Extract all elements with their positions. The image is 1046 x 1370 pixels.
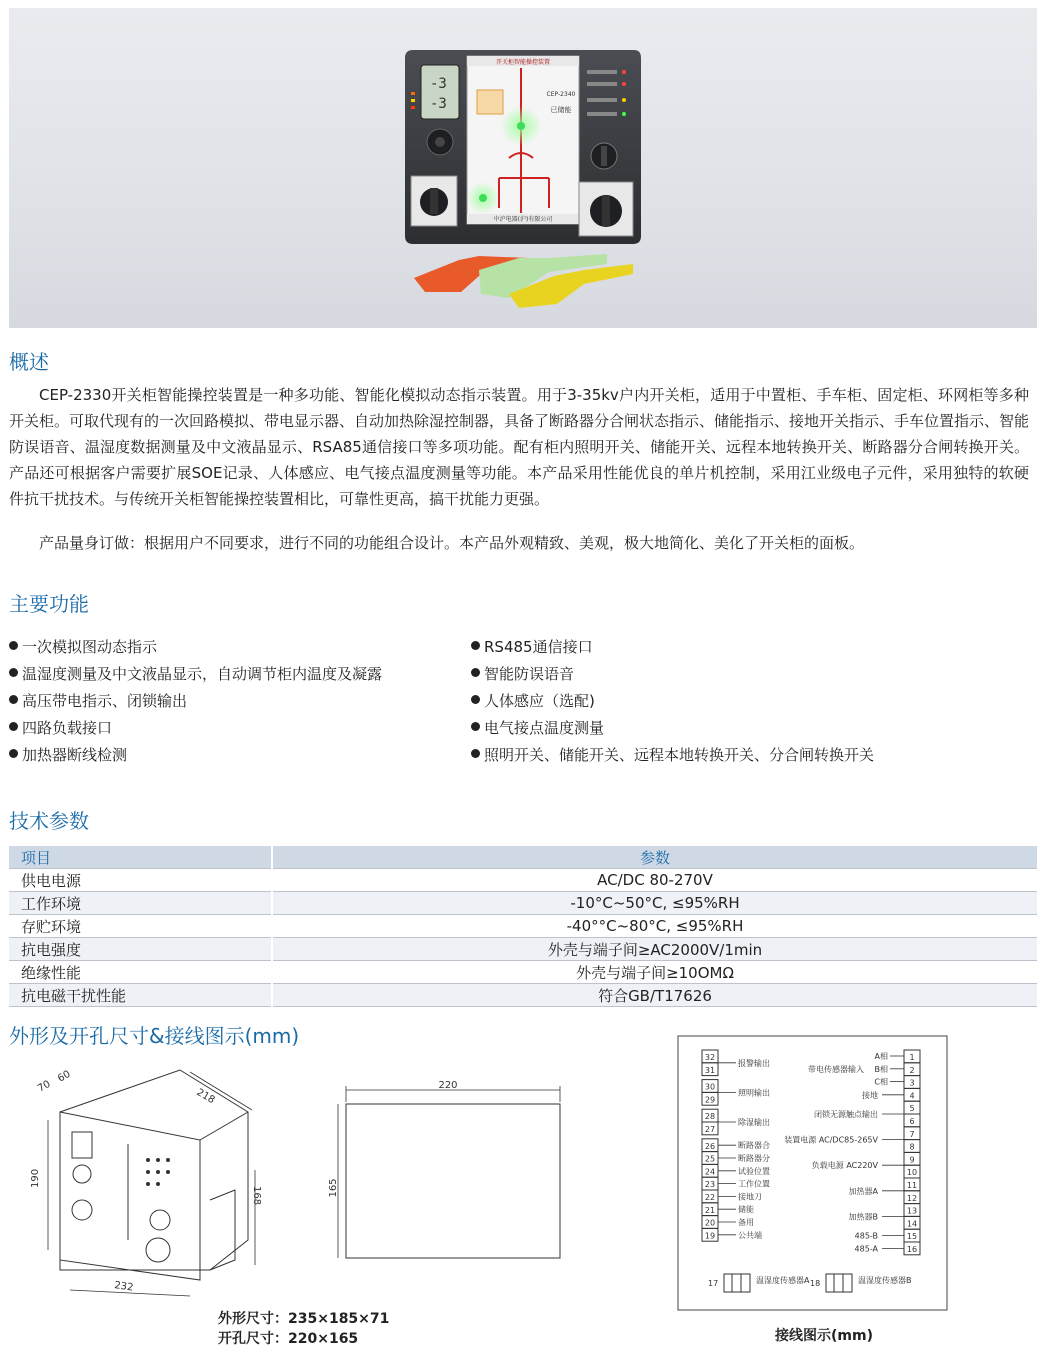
left-terminal-block: [702, 1050, 770, 1241]
terminal-label: 公共端: [738, 1230, 762, 1240]
terminal-number: 16: [906, 1245, 918, 1254]
functions-title: 主要功能: [9, 592, 89, 616]
terminal-label: 加热器A: [848, 1186, 878, 1196]
terminal-number: 4: [909, 1091, 915, 1101]
terminal-sub-label: B相: [874, 1064, 888, 1074]
specs-title: 技术参数: [9, 809, 89, 833]
terminal-number: 26: [704, 1141, 716, 1151]
overview-paragraph-1: CEP-2330开关柜智能操控装置是一种多功能、智能化模拟动态指示装置。用于3-35kv户内开关柜，适用于中置柜、手车柜、固定柜、环网柜等多种开关柜。可取代现有的一次回路模拟、带电显示器、自动加热除湿控制器，具备了断路器分合闸状态指示、储能指示、接地开关指示、手车位置指示、智能防误语音、温湿度数据测量及中文液晶显示、RSA85通信接口等多项功能。配有柜内照明开关、储能开关、远程本地转换开关、断路器分合闸转换开关。产品还可根据客户需要扩展SOE记录、人体感应、电气接点温度测量等功能。本产品采用性能优良的单片机控制，采用江业级电子元件，采用独特的软硬件抗干扰技术。与传统开关柜智能操控装置相比，可靠性更高，搞干扰能力更强。: [9, 386, 1030, 508]
terminal-label: 加热器B: [848, 1212, 878, 1222]
sensor-a-connector: [708, 1274, 810, 1292]
terminal-number: 5: [909, 1104, 915, 1114]
spec-value: -40°°C~80°C, ≤95%RH: [272, 915, 1037, 938]
terminal-number: 12: [906, 1193, 918, 1203]
svg-text:中沪电器(沪)有限公司: 中沪电器(沪)有限公司: [493, 216, 553, 223]
svg-text:60: 60: [56, 1068, 73, 1085]
terminal-label: 断路器合: [738, 1141, 770, 1151]
svg-text:开关柜智能操控装置: 开关柜智能操控装置: [495, 59, 551, 66]
terminal-number: 1: [909, 1053, 915, 1062]
spec-value: AC/DC 80-270V: [272, 869, 1037, 892]
terminal-number: 31: [704, 1065, 716, 1075]
terminal-number: 28: [704, 1112, 716, 1122]
terminal-label: 备用: [738, 1218, 754, 1227]
svg-text:218: 218: [194, 1087, 217, 1107]
terminal-number: 23: [704, 1180, 716, 1190]
svg-text:18: 18: [810, 1279, 821, 1288]
spec-value: 外壳与端子间≥AC2000V/1min: [272, 938, 1037, 961]
table-row: [9, 984, 1037, 1007]
terminal-number: 15: [906, 1232, 918, 1242]
terminal-sub-label: A相: [874, 1052, 888, 1061]
svg-text:168: 168: [251, 1186, 262, 1206]
specs-table: [9, 846, 1037, 1007]
terminal-number: 25: [704, 1154, 716, 1164]
terminal-number: 24: [704, 1167, 716, 1177]
wiring-diagram: [678, 1036, 948, 1311]
terminal-number: 29: [704, 1095, 716, 1105]
terminal-number: 11: [906, 1181, 918, 1190]
terminal-label: 试验位置: [738, 1166, 770, 1176]
terminal-number: 30: [704, 1082, 716, 1092]
svg-text:220: 220: [438, 1080, 458, 1091]
column-header: 项目: [9, 846, 272, 869]
terminal-number: 6: [909, 1117, 915, 1126]
svg-text:温湿度传感器A: 温湿度传感器A: [756, 1276, 810, 1285]
terminal-label: 闭锁无源触点输出: [814, 1110, 878, 1119]
function-item: 照明开关、储能开关、远程本地转换开关、分合闸转换开关: [471, 744, 874, 765]
terminal-label: 485-A: [854, 1244, 878, 1254]
spec-value: -10°C~50°C, ≤95%RH: [272, 892, 1037, 915]
terminal-number: 9: [909, 1155, 915, 1165]
svg-text:232: 232: [113, 1280, 135, 1294]
svg-text:165: 165: [328, 1178, 339, 1198]
terminal-sub-label: C相: [874, 1077, 888, 1087]
spec-value: 外壳与端子间≥10OMΩ: [272, 961, 1037, 984]
terminal-label: 报警输出: [738, 1058, 770, 1068]
terminal-number: 20: [704, 1218, 716, 1228]
function-item: 加热器断线检测: [9, 744, 127, 765]
svg-text:温湿度传感器B: 温湿度传感器B: [858, 1276, 912, 1285]
drawings-title: 外形及开孔尺寸&接线图示(mm): [9, 1024, 300, 1048]
table-row: [9, 938, 1037, 961]
function-item: 四路负载接口: [9, 717, 112, 738]
table-row: [9, 869, 1037, 892]
spec-item: 抗电磁干扰性能: [9, 984, 272, 1007]
table-row: [9, 915, 1037, 938]
function-item: 一次模拟图动态指示: [9, 636, 157, 657]
spec-item: 工作环境: [9, 892, 272, 915]
svg-text:190: 190: [30, 1168, 41, 1188]
right-terminal-block: [784, 1050, 920, 1255]
spec-item: 供电电源: [9, 869, 272, 892]
terminal-number: 7: [909, 1129, 915, 1139]
terminal-label: 装置电源 AC/DC85-265V: [784, 1135, 878, 1145]
product-photo: [9, 8, 1037, 328]
sensor-b-connector: [810, 1274, 912, 1292]
terminal-label: 工作位置: [738, 1179, 770, 1189]
spec-item: 抗电强度: [9, 938, 272, 961]
svg-text:已储能: 已储能: [550, 106, 572, 114]
terminal-label: 接地刀: [738, 1192, 762, 1202]
terminal-label: 485-B: [854, 1231, 878, 1241]
terminal-number: 2: [909, 1065, 915, 1075]
table-row: [9, 961, 1037, 984]
terminal-number: 32: [704, 1053, 716, 1062]
terminal-label: 除湿输出: [738, 1118, 770, 1127]
terminal-label: 照明输出: [738, 1088, 770, 1098]
cutout-drawing: [328, 1080, 572, 1270]
terminal-number: 10: [906, 1168, 918, 1178]
spec-item: 存贮环境: [9, 915, 272, 938]
terminal-number: 3: [909, 1078, 915, 1088]
overview-paragraph-2: 产品量身订做：根据用户不同要求，进行不同的功能组合设计。本产品外观精致、美观，极大地简化、美化了开关柜的面板。: [39, 534, 865, 552]
function-item: 智能防误语音: [471, 663, 574, 684]
function-item: 电气接点温度测量: [471, 717, 604, 738]
spec-value: 符合GB/T17626: [272, 984, 1037, 1007]
spec-item: 绝缘性能: [9, 961, 272, 984]
svg-text:-3: -3: [430, 76, 447, 92]
function-item: 高压带电指示、闭锁输出: [9, 690, 187, 711]
terminal-label: 负载电源 AC220V: [811, 1161, 878, 1171]
svg-text:70: 70: [36, 1078, 53, 1095]
terminal-label: 储能: [738, 1205, 754, 1215]
terminal-number: 19: [704, 1231, 716, 1241]
terminal-number: 22: [704, 1193, 716, 1202]
column-header: 参数: [272, 846, 1037, 869]
terminal-number: 14: [906, 1219, 918, 1229]
table-header-row: [9, 846, 1037, 869]
terminal-number: 13: [906, 1206, 918, 1216]
svg-text:-3: -3: [430, 96, 447, 112]
terminal-number: 21: [704, 1205, 716, 1215]
hero-banner: [9, 8, 1037, 328]
terminal-label: 断路器分: [738, 1154, 770, 1163]
terminal-number: 27: [704, 1125, 716, 1134]
terminal-label: 接地: [862, 1090, 878, 1100]
table-row: [9, 892, 1037, 915]
terminal-number: 8: [909, 1142, 915, 1152]
function-item: 温湿度测量及中文液晶显示，自动调节柜内温度及凝露: [9, 663, 382, 684]
svg-text:17: 17: [708, 1279, 719, 1288]
wiring-caption: 接线图示(mm): [775, 1328, 873, 1344]
function-item: RS485通信接口: [471, 636, 593, 657]
overview-title: 概述: [9, 350, 49, 374]
svg-text:CEP-2340: CEP-2340: [546, 91, 576, 98]
outline-size-label: 外形尺寸：235×185×71: [218, 1311, 390, 1327]
isometric-outline-drawing: [30, 1060, 280, 1305]
function-item: 人体感应（选配): [471, 690, 595, 711]
terminal-label: 带电传感器输入: [808, 1065, 864, 1075]
cutout-size-label: 开孔尺寸：220×165: [218, 1331, 359, 1347]
